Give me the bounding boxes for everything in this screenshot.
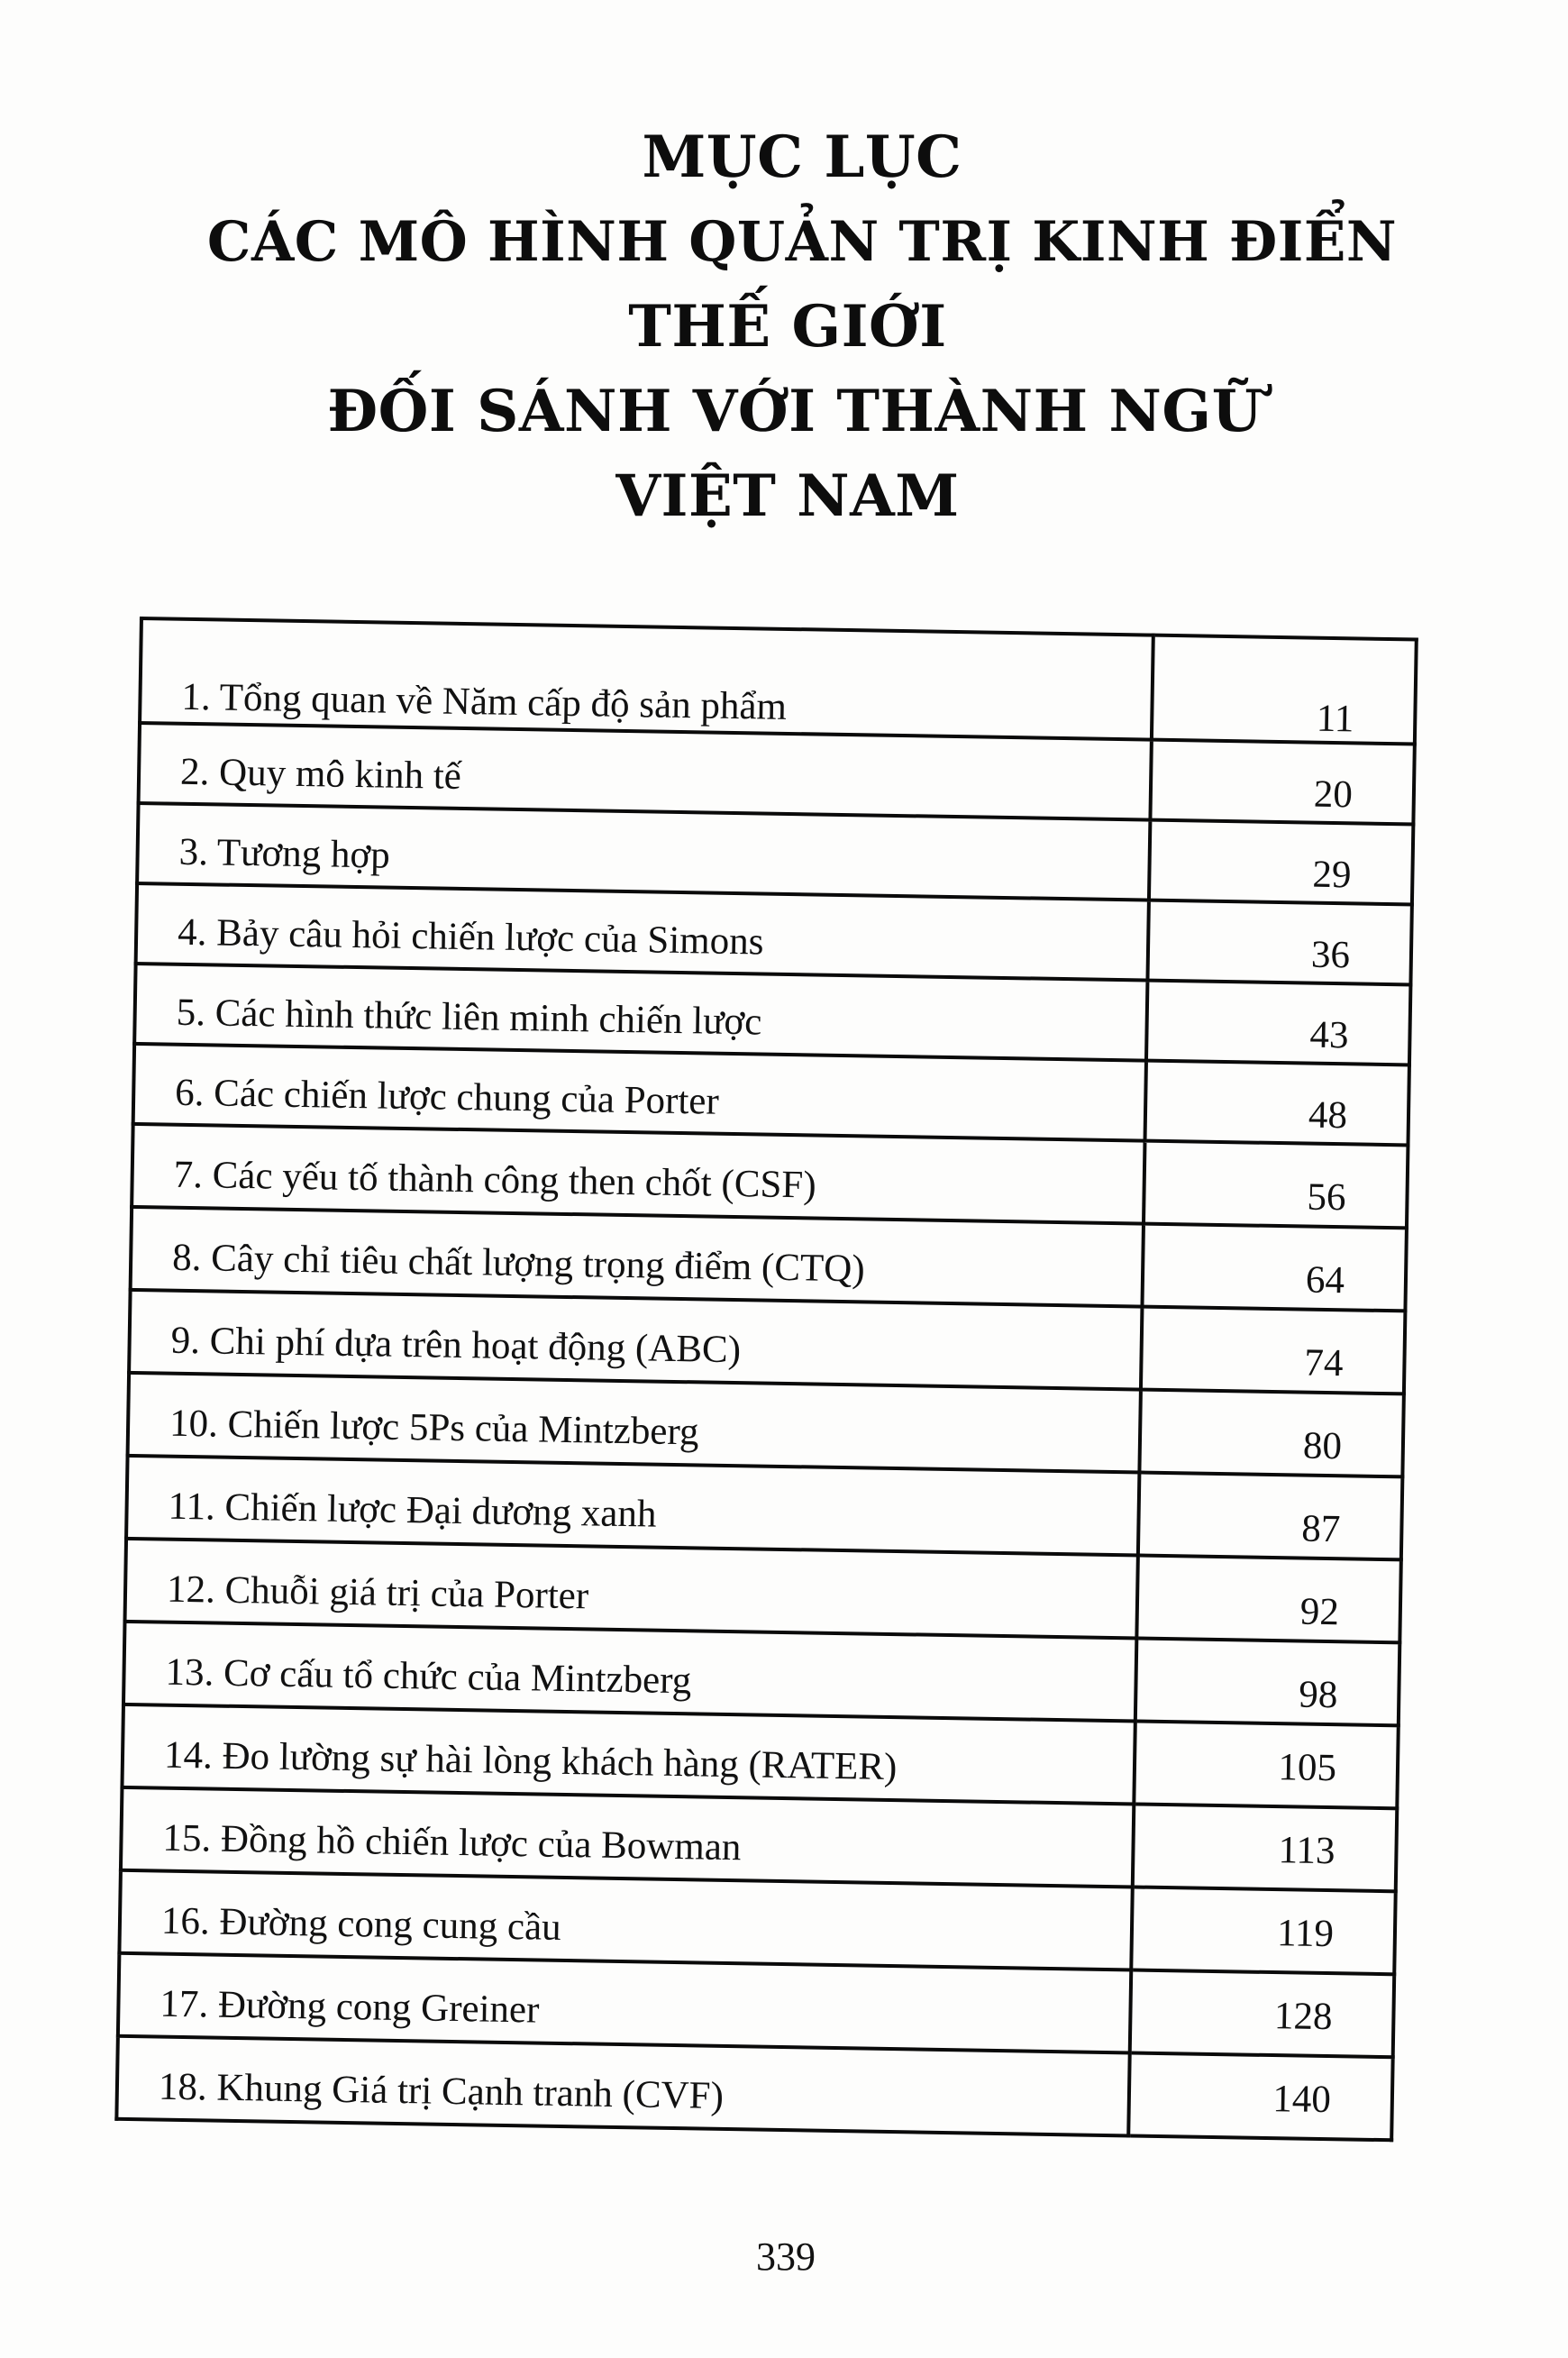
toc-page-cell xyxy=(1145,1061,1409,1146)
toc-entry-page[interactable]: 80 xyxy=(1302,1424,1343,1467)
toc-page-cell xyxy=(1136,1556,1400,1643)
toc-page-cell xyxy=(1149,820,1413,905)
toc-entry-title[interactable]: 11. Chiến lược Đại dương xanh xyxy=(168,1485,657,1536)
toc-page-cell xyxy=(1138,1473,1402,1560)
page-title xyxy=(0,115,1568,539)
toc-page-cell xyxy=(1128,2052,1392,2140)
toc-page-cell xyxy=(1131,1887,1395,1974)
toc-entry-page[interactable]: 56 xyxy=(1307,1175,1346,1219)
toc-entry-page[interactable]: 11 xyxy=(1316,697,1354,740)
toc-entry-page[interactable]: 64 xyxy=(1305,1258,1345,1302)
title-line-heading: MỤC LỤC xyxy=(642,123,962,191)
toc-entry-title[interactable]: 3. Tương hợp xyxy=(178,830,391,877)
toc-entry-page[interactable]: 43 xyxy=(1309,1013,1349,1057)
toc-entry-page[interactable]: 74 xyxy=(1304,1341,1344,1385)
page-number: 339 xyxy=(756,2235,816,2279)
toc-page-cell xyxy=(1130,1970,1394,2057)
toc-entry-title[interactable]: 7. Các yếu tố thành công then chốt (CSF) xyxy=(173,1153,817,1207)
toc-page-cell xyxy=(1142,1224,1406,1312)
toc-entry-page[interactable]: 87 xyxy=(1301,1507,1341,1550)
toc-entry-page[interactable]: 98 xyxy=(1298,1672,1338,1716)
toc-entry-page[interactable]: 140 xyxy=(1272,2077,1332,2121)
toc-page-cell xyxy=(1146,981,1410,1065)
title-line-book-title-1: CÁC MÔ HÌNH QUẢN TRỊ KINH ĐIỂN xyxy=(206,210,1398,274)
toc-page-cell xyxy=(1133,1804,1397,1891)
toc-entry-page[interactable]: 48 xyxy=(1308,1093,1348,1138)
table-of-contents xyxy=(114,617,1414,2142)
toc-entry-title[interactable]: 2. Quy mô kinh tế xyxy=(179,750,462,798)
toc-page-cell xyxy=(1139,1390,1403,1477)
toc-entry-title[interactable]: 6. Các chiến lược chung của Porter xyxy=(174,1071,720,1123)
toc-entry-title[interactable]: 17. Đường cong Greiner xyxy=(160,1982,540,2032)
toc-entry-title[interactable]: 8. Cây chỉ tiêu chất lượng trọng điểm (CTQ) xyxy=(171,1236,866,1290)
toc-entry-page[interactable]: 113 xyxy=(1278,1828,1336,1872)
toc-entry-title[interactable]: 9. Chi phí dựa trên hoạt động (ABC) xyxy=(170,1319,742,1371)
toc-entry-title[interactable]: 10. Chiến lược 5Ps của Mintzberg xyxy=(169,1402,699,1453)
toc-entry-title[interactable]: 1. Tổng quan về Năm cấp độ sản phẩm xyxy=(181,675,788,728)
toc-page-cell xyxy=(1134,1721,1398,1808)
toc-page-cell xyxy=(1152,635,1417,745)
toc-page-cell xyxy=(1141,1307,1405,1394)
toc-entry-title[interactable]: 13. Cơ cấu tổ chức của Mintzberg xyxy=(165,1650,692,1702)
toc-entry-title[interactable]: 16. Đường cong cung cầu xyxy=(160,1899,562,1949)
title-line-book-title-2: THẾ GIỚI xyxy=(628,293,947,361)
toc-page-cell xyxy=(1150,740,1414,825)
toc-entry-page[interactable]: 36 xyxy=(1310,933,1351,977)
toc-entry-page[interactable]: 105 xyxy=(1278,1745,1337,1789)
title-line-book-title-4: VIỆT NAM xyxy=(615,462,960,530)
toc-entry-title[interactable]: 18. Khung Giá trị Cạnh tranh (CVF) xyxy=(158,2065,725,2117)
toc-page-cell xyxy=(1147,900,1411,985)
title-line-book-title-3: ĐỐI SÁNH VỚI THÀNH NGỮ xyxy=(327,378,1263,445)
toc-title-cell xyxy=(140,618,1153,740)
toc-entry-title[interactable]: 15. Đồng hồ chiến lược của Bowman xyxy=(162,1816,742,1869)
toc-entry-page[interactable]: 20 xyxy=(1313,772,1354,817)
toc-entry-page[interactable]: 29 xyxy=(1312,853,1352,897)
toc-page-cell xyxy=(1135,1638,1399,1725)
toc-entry-page[interactable]: 128 xyxy=(1273,1994,1333,2038)
toc-entry-title[interactable]: 4. Bảy câu hỏi chiến lược của Simons xyxy=(177,910,764,964)
toc-entry-page[interactable]: 119 xyxy=(1276,1911,1335,1955)
toc-entry-title[interactable]: 12. Chuỗi giá trị của Porter xyxy=(166,1567,589,1617)
toc-page-cell xyxy=(1144,1141,1408,1229)
toc-entry-title[interactable]: 14. Đo lường sự hài lòng khách hàng (RATER) xyxy=(163,1733,898,1788)
toc-table xyxy=(114,617,1418,2142)
toc-title-cell xyxy=(116,2036,1129,2136)
toc-entry-page[interactable]: 92 xyxy=(1299,1590,1340,1633)
toc-entry-title[interactable]: 5. Các hình thức liên minh chiến lược xyxy=(176,991,762,1044)
